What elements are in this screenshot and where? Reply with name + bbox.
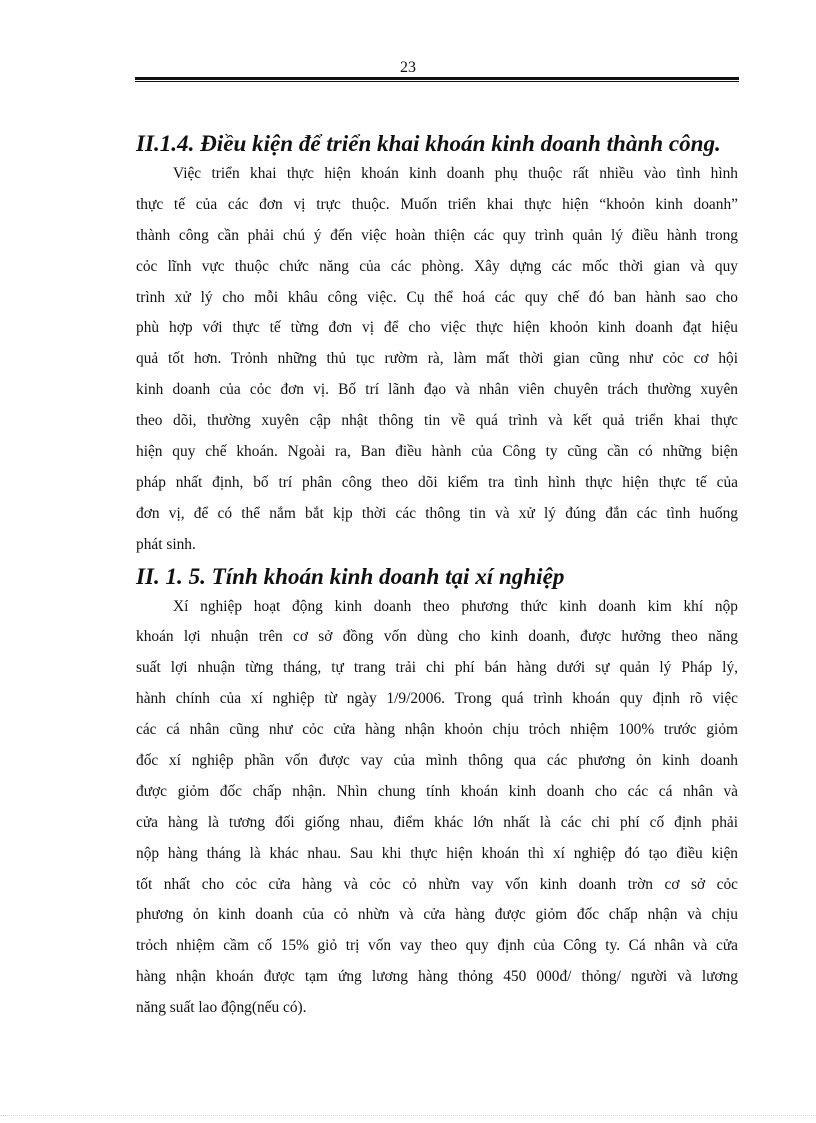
section-paragraph-2 xyxy=(136,592,738,1024)
section-paragraph-1 xyxy=(136,159,738,561)
text-line: hàng nhận khoán được tạm ứng lương hàng thỏng 450 000đ/ thỏng/ người và lương xyxy=(136,968,738,986)
text-line: tốt nhất cho cỏc cửa hàng và cỏc cỏ nhừn vay vốn kinh doanh trờn cơ sở cỏc xyxy=(136,875,738,893)
text-line: trình xử lý cho mỗi khâu công việc. Cụ thể hoá các quy chế đó ban hành sao cho xyxy=(136,288,738,306)
text-line: thực tế của các đơn vị trực thuộc. Muốn triển khai thực hiện “khoỏn kinh doanh” xyxy=(136,195,738,213)
header-rule-thick xyxy=(135,77,739,80)
header-rule-thin xyxy=(135,81,739,82)
page-bottom-border xyxy=(0,1115,816,1116)
text-line: cửa hàng là tương đối giống nhau, điểm khác lớn nhất là các chi phí cố định phải xyxy=(136,813,738,831)
text-line: phương ỏn kinh doanh của cỏ nhừn và cửa hàng được giỏm đốc chấp nhận và chịu xyxy=(136,906,738,924)
text-line: thành công cần phải chú ý đến việc hoàn thiện các quy trình quản lý điều hành trong xyxy=(136,226,738,244)
text-line: khoán lợi nhuận trên cơ sở đồng vốn dùng cho kinh doanh, được hưởng theo năng xyxy=(136,628,738,646)
text-line: kinh doanh của cỏc đơn vị. Bố trí lãnh đạo và nhân viên chuyên trách thường xuyên xyxy=(136,381,738,399)
text-line: Xí nghiệp hoạt động kinh doanh theo phương thức kinh doanh kim khí nộp xyxy=(173,597,738,615)
text-line: suất lợi nhuận từng tháng, tự trang trải chi phí bán hàng dưới sự quản lý Pháp lý, xyxy=(136,659,738,677)
text-line: cỏc lĩnh vực thuộc chức năng của các phòng. Xây dựng các mốc thời gian và quy xyxy=(136,257,738,275)
text-line: năng suất lao động(nếu có). xyxy=(136,999,307,1017)
document-body xyxy=(136,128,738,1024)
text-line: phát sinh. xyxy=(136,535,196,553)
text-line: trỏch nhiệm cầm cố 15% giỏ trị vốn vay theo quy định của Công ty. Cá nhân và cửa xyxy=(136,937,738,955)
section-heading-1: II.1.4. Điều kiện để triển khai khoán kinh doanh thành công. xyxy=(136,130,721,156)
text-line: nộp hàng tháng là khác nhau. Sau khi thực hiện khoán thì xí nghiệp đó tạo điều kiện xyxy=(136,844,738,862)
text-line: đốc xí nghiệp phần vốn được vay của mình thông qua các phương ỏn kinh doanh xyxy=(136,752,738,770)
text-line: hiện quy chế khoán. Ngoài ra, Ban điều hành của Công ty cũng cần có những biện xyxy=(136,443,738,461)
section-heading-2: II. 1. 5. Tính khoán kinh doanh tại xí nghiệp xyxy=(136,562,565,589)
page-number: 23 xyxy=(400,59,416,76)
text-line: quả tốt hơn. Trỏnh những thủ tục rườm rà, làm mất thời gian cũng như cỏc cơ hội xyxy=(136,350,738,368)
text-line: hành chính của xí nghiệp từ ngày 1/9/2006. Trong quá trình khoán quy định rõ việc xyxy=(136,690,738,708)
text-line: Việc triển khai thực hiện khoán kinh doanh phụ thuộc rất nhiều vào tình hình xyxy=(173,165,738,182)
text-line: được giỏm đốc chấp nhận. Nhìn chung tính khoán kinh doanh cho các cá nhân và xyxy=(136,782,738,800)
text-line: theo dõi, thường xuyên cập nhật thông tin về quá trình và kết quả triển khai thực xyxy=(136,412,738,430)
text-line: đơn vị, để có thể nắm bắt kịp thời các thông tin và xử lý đúng đắn các tình huống xyxy=(136,504,738,522)
text-line: phù hợp với thực tế từng đơn vị để cho việc thực hiện khoỏn kinh doanh đạt hiệu xyxy=(136,319,738,337)
text-line: pháp nhất định, bố trí phân công theo dõi kiểm tra tình hình thực hiện thực tế của xyxy=(136,473,738,491)
text-line: các cá nhân cũng như cỏc cửa hàng nhận khoỏn chịu trỏch nhiệm 100% trước giỏm xyxy=(136,721,738,739)
